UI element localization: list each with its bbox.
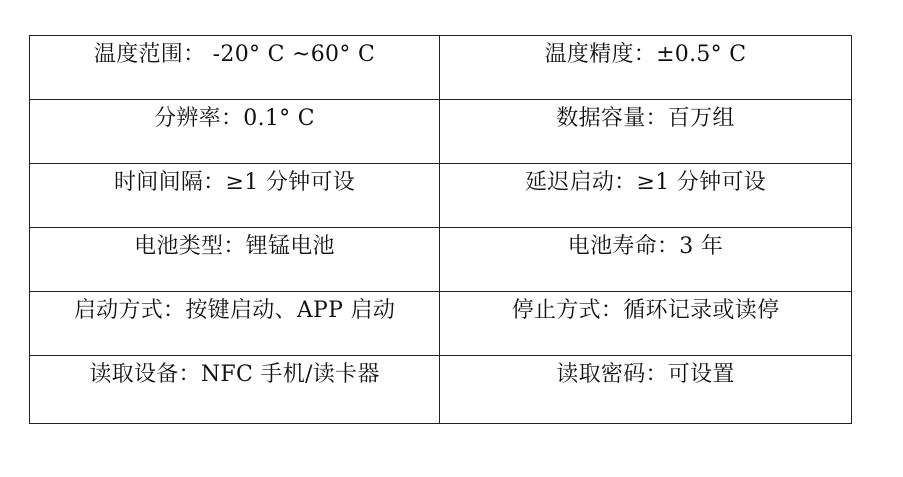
table-row: [30, 100, 852, 164]
table-row: [30, 356, 852, 424]
cell-text: 分辨率：0.1° C: [154, 106, 315, 131]
table-cell-start-method: [30, 292, 440, 356]
cell-text: 停止方式：循环记录或读停: [511, 298, 780, 323]
table-cell-delayed-start: [440, 164, 852, 228]
cell-text: 电池类型：锂锰电池: [134, 234, 335, 259]
cell-text: 时间间隔：≥1 分钟可设: [113, 170, 356, 195]
table-cell-reading-device: [30, 356, 440, 424]
table-row: [30, 228, 852, 292]
cell-text: 读取密码：可设置: [556, 362, 735, 387]
table-cell-stop-method: [440, 292, 852, 356]
table-row: [30, 292, 852, 356]
cell-text: 读取设备：NFC 手机/读卡器: [89, 362, 380, 387]
spec-table: [29, 35, 852, 424]
table-cell-battery-type: [30, 228, 440, 292]
table-row: [30, 36, 852, 100]
table-cell-time-interval: [30, 164, 440, 228]
cell-text: 温度范围： -20° C ~60° C: [93, 42, 376, 67]
table-cell-battery-life: [440, 228, 852, 292]
table-cell-reading-password: [440, 356, 852, 424]
table-cell-temperature-range: [30, 36, 440, 100]
cell-text: 启动方式：按键启动、APP 启动: [73, 298, 396, 323]
table-row: [30, 164, 852, 228]
cell-text: 数据容量：百万组: [556, 106, 735, 131]
cell-text: 温度精度：±0.5° C: [544, 42, 747, 67]
table-cell-temperature-accuracy: [440, 36, 852, 100]
table-cell-resolution: [30, 100, 440, 164]
cell-text: 电池寿命：3 年: [567, 234, 724, 259]
table-cell-data-capacity: [440, 100, 852, 164]
cell-text: 延迟启动：≥1 分钟可设: [524, 170, 767, 195]
